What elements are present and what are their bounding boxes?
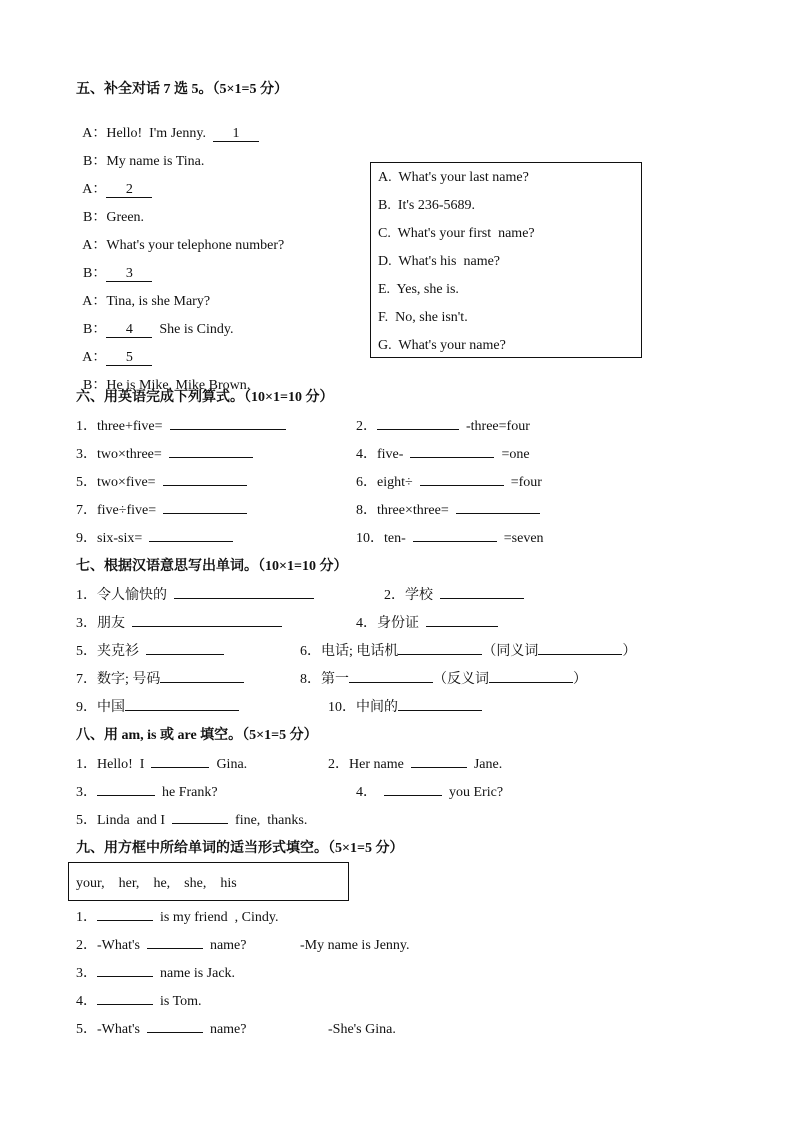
fill-item — [76, 910, 278, 926]
item-text: 学校 — [405, 588, 433, 603]
math-item — [356, 419, 530, 435]
item-text: 电话; 电话机 — [321, 644, 399, 659]
answer-blank[interactable] — [456, 513, 540, 514]
vocab-item — [384, 588, 524, 604]
paren-close: ） — [573, 672, 587, 687]
option-a: A. What's your last name? — [378, 170, 529, 185]
section-8-heading: 八、用 am, is 或 are 填空。（5×1=5 分） — [76, 728, 318, 743]
answer-blank[interactable] — [160, 682, 244, 683]
item-text: is Tom. — [160, 994, 202, 1009]
speaker: B： — [83, 378, 107, 393]
answer-blank[interactable] — [440, 598, 524, 599]
item-number: 2． — [328, 757, 349, 772]
answer-blank[interactable] — [169, 457, 253, 458]
item-text: -What's — [97, 938, 140, 953]
item-number: 1． — [76, 910, 97, 925]
vocab-item — [356, 616, 498, 632]
answer-blank[interactable] — [132, 626, 282, 627]
item-text: Jane. — [473, 757, 503, 772]
item-text: Linda and I — [97, 813, 166, 828]
answer-blank[interactable] — [97, 1004, 153, 1005]
word: he, — [153, 876, 171, 891]
item-number: 6． — [300, 644, 321, 659]
fill-item — [356, 785, 503, 801]
synonym-label: （同义词 — [482, 644, 539, 659]
vocab-item — [76, 588, 314, 604]
item-number: 8． — [300, 672, 321, 687]
answer-blank[interactable] — [384, 795, 442, 796]
answer-blank[interactable]: 3 — [106, 267, 152, 282]
item-number: 1． — [76, 419, 97, 434]
item-text: five- — [377, 447, 404, 462]
dialogue-text: She is Cindy. — [159, 322, 234, 337]
item-text: 令人愉快的 — [97, 588, 167, 603]
answer-blank[interactable] — [377, 429, 459, 430]
item-text: you Eric? — [449, 785, 504, 800]
math-item — [76, 475, 247, 491]
item-number: 5． — [76, 1022, 97, 1037]
speaker: A： — [82, 126, 107, 141]
item-text: eight÷ — [377, 475, 413, 490]
math-item — [356, 503, 540, 519]
item-text: Hello! I — [97, 757, 145, 772]
answer-blank[interactable] — [349, 682, 433, 683]
item-number: 9． — [76, 700, 97, 715]
option-e: E. Yes, she is. — [378, 282, 459, 297]
option-b: B. It's 236-5689. — [378, 198, 476, 213]
answer-blank[interactable] — [426, 626, 498, 627]
item-text: is my friend , Cindy. — [160, 910, 279, 925]
answer-blank[interactable] — [97, 920, 153, 921]
math-item — [76, 531, 233, 547]
speaker: A： — [82, 238, 107, 253]
word: her, — [118, 876, 140, 891]
item-text: Gina. — [216, 757, 248, 772]
answer-blank[interactable] — [151, 767, 209, 768]
item-text: -What's — [97, 1022, 140, 1037]
section-9-heading: 九、用方框中所给单词的适当形式填空。（5×1=5 分） — [76, 841, 404, 856]
item-text: six-six= — [97, 531, 143, 546]
answer-blank[interactable] — [147, 1032, 203, 1033]
fill-item — [76, 994, 202, 1010]
answer-blank[interactable] — [163, 513, 247, 514]
reply-text: -My name is Jenny. — [300, 938, 410, 953]
item-text: 身份证 — [377, 616, 419, 631]
speaker: B： — [83, 322, 107, 337]
item-number: 2． — [384, 588, 405, 603]
item-text: 中国 — [97, 700, 125, 715]
answer-blank[interactable] — [410, 457, 494, 458]
item-number: 2． — [76, 938, 97, 953]
item-text: he Frank? — [162, 785, 218, 800]
answer-blank[interactable] — [413, 541, 497, 542]
option-d: D. What's his name? — [378, 254, 501, 269]
section-6-heading: 六、用英语完成下列算式。（10×1=10 分） — [76, 390, 334, 405]
word: his — [220, 876, 237, 891]
item-text: 第一 — [321, 672, 349, 687]
answer-blank[interactable] — [97, 976, 153, 977]
item-number: 6． — [356, 475, 377, 490]
word: she, — [184, 876, 207, 891]
vocab-item — [76, 616, 282, 632]
item-number: 4． — [356, 785, 377, 800]
vocab-item — [300, 672, 587, 688]
item-number: 3． — [76, 785, 97, 800]
vocab-item — [328, 700, 482, 716]
paren-close: ） — [622, 644, 637, 659]
item-text: two×three= — [97, 447, 162, 462]
answer-blank[interactable]: 2 — [106, 183, 152, 198]
speaker: A： — [82, 294, 107, 309]
item-number: 3． — [76, 616, 97, 631]
answer-blank[interactable] — [125, 710, 239, 711]
item-number: 4． — [76, 994, 97, 1009]
math-item — [76, 419, 286, 435]
item-number: 3． — [76, 447, 97, 462]
item-number: 7． — [76, 672, 97, 687]
item-text: fine, thanks. — [235, 813, 308, 828]
answer-blank[interactable] — [97, 795, 155, 796]
fill-item — [76, 813, 307, 829]
math-item — [76, 447, 253, 463]
speaker: A： — [82, 350, 107, 365]
dialogue-text: Green. — [106, 210, 145, 225]
item-text: =one — [501, 447, 530, 462]
answer-blank[interactable] — [146, 654, 224, 655]
option-c: C. What's your first name? — [378, 226, 535, 241]
dialogue-text: Hello! I'm Jenny. — [106, 126, 206, 141]
item-text: three+five= — [97, 419, 163, 434]
dialogue-text: What's your telephone number? — [106, 238, 285, 253]
section-5-heading: 五、补全对话 7 选 5。（5×1=5 分） — [76, 82, 288, 97]
fill-item — [76, 1022, 246, 1038]
section-7-heading: 七、根据汉语意思写出单词。（10×1=10 分） — [76, 559, 348, 574]
answer-blank[interactable] — [170, 429, 286, 430]
item-number: 7． — [76, 503, 97, 518]
answer-blank[interactable] — [174, 598, 314, 599]
item-text: 中间的 — [356, 700, 398, 715]
item-text: name? — [209, 1022, 247, 1037]
item-number: 9． — [76, 531, 97, 546]
item-number: 10． — [356, 531, 384, 546]
vocab-item — [300, 644, 636, 660]
vocab-item — [76, 672, 244, 688]
item-number: 4． — [356, 447, 377, 462]
answer-blank[interactable]: 5 — [106, 351, 152, 366]
word-list — [76, 876, 237, 892]
answer-blank[interactable]: 4 — [106, 323, 152, 338]
item-text: name? — [209, 938, 247, 953]
dialogue-text: Tina, is she Mary? — [106, 294, 211, 309]
math-item — [356, 447, 530, 463]
item-text: 夹克衫 — [97, 644, 139, 659]
answer-blank[interactable] — [163, 485, 247, 486]
answer-blank[interactable]: 1 — [213, 127, 259, 142]
item-text: ten- — [384, 531, 406, 546]
answer-blank[interactable] — [398, 710, 482, 711]
option-f: F. No, she isn't. — [378, 310, 468, 325]
dialogue-text: He is Mike, Mike Brown. — [106, 378, 251, 393]
fill-item — [76, 785, 218, 801]
item-text: five÷five= — [97, 503, 157, 518]
item-text: =four — [510, 475, 542, 490]
item-number: 5． — [76, 813, 97, 828]
answer-blank[interactable] — [149, 541, 233, 542]
answer-blank[interactable] — [420, 485, 504, 486]
item-number: 1． — [76, 588, 97, 603]
item-text: 朋友 — [97, 616, 125, 631]
speaker: B： — [83, 154, 107, 169]
item-number: 2． — [356, 419, 377, 434]
item-text: three×three= — [377, 503, 449, 518]
answer-blank[interactable] — [398, 654, 482, 655]
fill-item — [76, 757, 247, 773]
math-item — [356, 531, 544, 547]
word: your, — [76, 876, 105, 891]
fill-item — [328, 757, 502, 773]
antonym-label: （反义词 — [433, 672, 489, 687]
item-number: 5． — [76, 644, 97, 659]
vocab-item — [76, 700, 239, 716]
speaker: B： — [83, 210, 107, 225]
dialogue-text: My name is Tina. — [106, 154, 205, 169]
item-text: name is Jack. — [160, 966, 236, 981]
item-text: 数字; 号码 — [97, 672, 161, 687]
math-item — [356, 475, 542, 491]
item-number: 10． — [328, 700, 356, 715]
fill-item — [76, 938, 246, 954]
item-number: 3． — [76, 966, 97, 981]
item-number: 5． — [76, 475, 97, 490]
speaker: A： — [82, 182, 107, 197]
item-number: 4． — [356, 616, 377, 631]
fill-item — [76, 966, 235, 982]
answer-blank[interactable] — [489, 682, 573, 683]
option-g: G. What's your name? — [378, 338, 506, 353]
reply-text: -She's Gina. — [328, 1022, 396, 1037]
vocab-item — [76, 644, 224, 660]
item-number: 8． — [356, 503, 377, 518]
speaker: B： — [83, 266, 107, 281]
answer-blank[interactable] — [411, 767, 467, 768]
item-number: 1． — [76, 757, 97, 772]
answer-blank[interactable] — [538, 654, 622, 655]
answer-blank[interactable] — [172, 823, 228, 824]
item-text: Her name — [349, 757, 404, 772]
item-text: two×five= — [97, 475, 156, 490]
item-text: =seven — [503, 531, 544, 546]
item-text: -three=four — [466, 419, 530, 434]
math-item — [76, 503, 247, 519]
answer-blank[interactable] — [147, 948, 203, 949]
